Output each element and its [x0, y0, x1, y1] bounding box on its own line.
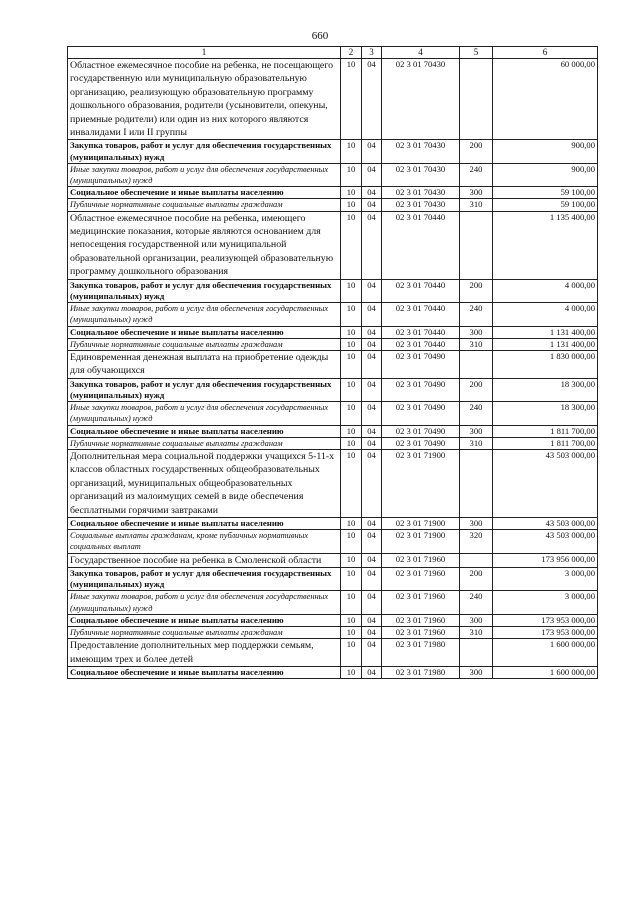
row-description: Закупка товаров, работ и услуг для обеспечения государственных (муниципальных) нужд	[68, 279, 341, 302]
row-section: 10	[341, 279, 362, 302]
header-cell-section: 2	[341, 47, 362, 59]
row-section: 10	[341, 425, 362, 437]
row-section: 10	[341, 378, 362, 401]
row-expense-type: 300	[460, 326, 493, 338]
table-row	[68, 553, 598, 567]
row-amount: 173 956 000,00	[493, 553, 598, 567]
row-expense-type: 240	[460, 163, 493, 186]
row-target-code: 02 3 01 70490	[382, 437, 460, 449]
row-target-code: 02 3 01 70440	[382, 326, 460, 338]
row-subsection: 04	[362, 667, 382, 679]
row-amount: 1 135 400,00	[493, 211, 598, 279]
table-row	[68, 530, 598, 553]
row-expense-type: 300	[460, 517, 493, 529]
row-target-code: 02 3 01 71960	[382, 614, 460, 626]
row-expense-type: 310	[460, 199, 493, 211]
row-expense-type: 200	[460, 140, 493, 163]
row-description: Социальное обеспечение и иные выплаты населению	[68, 326, 341, 338]
table-body	[68, 59, 598, 679]
row-expense-type	[460, 211, 493, 279]
row-subsection: 04	[362, 591, 382, 614]
header-cell-target-code: 4	[382, 47, 460, 59]
row-subsection: 04	[362, 449, 382, 517]
row-amount: 173 953 000,00	[493, 627, 598, 639]
row-section: 10	[341, 437, 362, 449]
row-amount: 43 503 000,00	[493, 517, 598, 529]
table-row	[68, 449, 598, 517]
row-subsection: 04	[362, 378, 382, 401]
table-row	[68, 59, 598, 140]
table-row	[68, 517, 598, 529]
row-expense-type: 300	[460, 667, 493, 679]
row-subsection: 04	[362, 627, 382, 639]
row-description: Социальное обеспечение и иные выплаты населению	[68, 425, 341, 437]
table-row	[68, 639, 598, 667]
row-section: 10	[341, 211, 362, 279]
row-target-code: 02 3 01 71900	[382, 449, 460, 517]
row-description: Публичные нормативные социальные выплаты гражданам	[68, 627, 341, 639]
row-subsection: 04	[362, 437, 382, 449]
row-expense-type: 300	[460, 187, 493, 199]
row-subsection: 04	[362, 279, 382, 302]
row-description: Государственное пособие на ребенка в Смоленской области	[68, 553, 341, 567]
row-description: Социальное обеспечение и иные выплаты населению	[68, 187, 341, 199]
table-row	[68, 211, 598, 279]
row-amount: 1 811 700,00	[493, 437, 598, 449]
row-subsection: 04	[362, 199, 382, 211]
page-number: 660	[311, 30, 329, 42]
row-target-code: 02 3 01 70440	[382, 279, 460, 302]
row-subsection: 04	[362, 303, 382, 326]
row-amount: 1 600 000,00	[493, 639, 598, 667]
table-row	[68, 667, 598, 679]
row-target-code: 02 3 01 70490	[382, 350, 460, 378]
row-subsection: 04	[362, 211, 382, 279]
row-expense-type: 200	[460, 567, 493, 590]
row-section: 10	[341, 553, 362, 567]
row-target-code: 02 3 01 70430	[382, 140, 460, 163]
row-target-code: 02 3 01 71900	[382, 517, 460, 529]
row-section: 10	[341, 530, 362, 553]
row-amount: 4 000,00	[493, 303, 598, 326]
row-description: Социальное обеспечение и иные выплаты населению	[68, 517, 341, 529]
row-amount: 1 600 000,00	[493, 667, 598, 679]
row-description: Предоставление дополнительных мер поддержки семьям, имеющим трех и более детей	[68, 639, 341, 667]
row-section: 10	[341, 517, 362, 529]
row-amount: 43 503 000,00	[493, 530, 598, 553]
row-section: 10	[341, 326, 362, 338]
row-target-code: 02 3 01 70440	[382, 303, 460, 326]
row-expense-type: 310	[460, 338, 493, 350]
row-section: 10	[341, 350, 362, 378]
row-subsection: 04	[362, 140, 382, 163]
row-amount: 3 000,00	[493, 591, 598, 614]
row-expense-type: 240	[460, 591, 493, 614]
row-target-code: 02 3 01 70430	[382, 59, 460, 140]
row-expense-type: 310	[460, 627, 493, 639]
row-description: Публичные нормативные социальные выплаты гражданам	[68, 437, 341, 449]
row-section: 10	[341, 449, 362, 517]
row-target-code: 02 3 01 71980	[382, 667, 460, 679]
row-description: Единовременная денежная выплата на приобретение одежды для обучающихся	[68, 350, 341, 378]
row-target-code: 02 3 01 70440	[382, 211, 460, 279]
row-section: 10	[341, 163, 362, 186]
row-subsection: 04	[362, 425, 382, 437]
table-row	[68, 303, 598, 326]
row-description: Иные закупки товаров, работ и услуг для обеспечения государственных (муниципальных) нужд	[68, 591, 341, 614]
row-description: Закупка товаров, работ и услуг для обеспечения государственных (муниципальных) нужд	[68, 567, 341, 590]
row-subsection: 04	[362, 553, 382, 567]
row-subsection: 04	[362, 187, 382, 199]
row-description: Социальные выплаты гражданам, кроме публичных нормативных социальных выплат	[68, 530, 341, 553]
row-description: Иные закупки товаров, работ и услуг для обеспечения государственных (муниципальных) нужд	[68, 163, 341, 186]
table-row	[68, 567, 598, 590]
row-target-code: 02 3 01 70490	[382, 425, 460, 437]
row-expense-type	[460, 639, 493, 667]
row-expense-type	[460, 449, 493, 517]
row-section: 10	[341, 59, 362, 140]
row-expense-type	[460, 553, 493, 567]
row-section: 10	[341, 627, 362, 639]
row-description: Иные закупки товаров, работ и услуг для обеспечения государственных (муниципальных) нужд	[68, 303, 341, 326]
row-description: Социальное обеспечение и иные выплаты населению	[68, 614, 341, 626]
row-target-code: 02 3 01 70490	[382, 402, 460, 425]
row-target-code: 02 3 01 71960	[382, 591, 460, 614]
row-target-code: 02 3 01 71960	[382, 567, 460, 590]
row-amount: 900,00	[493, 163, 598, 186]
row-target-code: 02 3 01 71900	[382, 530, 460, 553]
row-subsection: 04	[362, 530, 382, 553]
table-row	[68, 163, 598, 186]
row-amount: 43 503 000,00	[493, 449, 598, 517]
table-row	[68, 437, 598, 449]
table-row	[68, 279, 598, 302]
row-section: 10	[341, 187, 362, 199]
table-row	[68, 187, 598, 199]
row-description: Областное ежемесячное пособие на ребенка, не посещающего государственную или муниципальную образовательную организацию, реализующую образовательную программу дошкольного образования, родители (усыновители, опекуны, приемные родители) или один из них которого являются инвалидами I или II группы	[68, 59, 341, 140]
row-subsection: 04	[362, 402, 382, 425]
row-section: 10	[341, 303, 362, 326]
row-expense-type: 240	[460, 303, 493, 326]
row-target-code: 02 3 01 70430	[382, 163, 460, 186]
table-row	[68, 378, 598, 401]
table-row	[68, 326, 598, 338]
header-cell-subsection: 3	[362, 47, 382, 59]
row-subsection: 04	[362, 338, 382, 350]
row-section: 10	[341, 402, 362, 425]
row-amount: 18 300,00	[493, 402, 598, 425]
row-subsection: 04	[362, 614, 382, 626]
row-amount: 173 953 000,00	[493, 614, 598, 626]
row-subsection: 04	[362, 517, 382, 529]
table-row	[68, 627, 598, 639]
table-row	[68, 199, 598, 211]
row-description: Закупка товаров, работ и услуг для обеспечения государственных (муниципальных) нужд	[68, 140, 341, 163]
row-amount: 1 811 700,00	[493, 425, 598, 437]
row-subsection: 04	[362, 163, 382, 186]
row-expense-type: 240	[460, 402, 493, 425]
header-cell-description: 1	[68, 47, 341, 59]
row-expense-type	[460, 59, 493, 140]
row-section: 10	[341, 199, 362, 211]
table-row	[68, 350, 598, 378]
row-target-code: 02 3 01 70490	[382, 378, 460, 401]
row-expense-type: 310	[460, 437, 493, 449]
row-target-code: 02 3 01 71980	[382, 639, 460, 667]
budget-table	[67, 46, 598, 679]
row-subsection: 04	[362, 59, 382, 140]
row-expense-type: 300	[460, 614, 493, 626]
row-subsection: 04	[362, 567, 382, 590]
row-section: 10	[341, 140, 362, 163]
row-amount: 60 000,00	[493, 59, 598, 140]
row-expense-type: 300	[460, 425, 493, 437]
row-description: Публичные нормативные социальные выплаты гражданам	[68, 338, 341, 350]
row-target-code: 02 3 01 71960	[382, 553, 460, 567]
table-row	[68, 591, 598, 614]
row-section: 10	[341, 614, 362, 626]
row-section: 10	[341, 639, 362, 667]
row-amount: 900,00	[493, 140, 598, 163]
row-section: 10	[341, 591, 362, 614]
row-amount: 1 131 400,00	[493, 338, 598, 350]
row-target-code: 02 3 01 70430	[382, 187, 460, 199]
row-subsection: 04	[362, 350, 382, 378]
row-description: Социальное обеспечение и иные выплаты населению	[68, 667, 341, 679]
row-description: Закупка товаров, работ и услуг для обеспечения государственных (муниципальных) нужд	[68, 378, 341, 401]
row-description: Публичные нормативные социальные выплаты гражданам	[68, 199, 341, 211]
row-expense-type: 320	[460, 530, 493, 553]
row-amount: 59 100,00	[493, 199, 598, 211]
row-target-code: 02 3 01 71960	[382, 627, 460, 639]
row-amount: 4 000,00	[493, 279, 598, 302]
row-description: Областное ежемесячное пособие на ребенка, имеющего медицинские показания, которые являются основанием для непосещения государственной или муниципальной образовательной организации, реализующей образовательную программу дошкольного образования	[68, 211, 341, 279]
row-target-code: 02 3 01 70440	[382, 338, 460, 350]
row-description: Иные закупки товаров, работ и услуг для обеспечения государственных (муниципальных) нужд	[68, 402, 341, 425]
row-amount: 1 131 400,00	[493, 326, 598, 338]
row-amount: 59 100,00	[493, 187, 598, 199]
row-section: 10	[341, 338, 362, 350]
row-amount: 3 000,00	[493, 567, 598, 590]
table-header-row	[68, 47, 598, 59]
row-subsection: 04	[362, 326, 382, 338]
row-section: 10	[341, 567, 362, 590]
header-cell-amount: 6	[493, 47, 598, 59]
row-expense-type	[460, 350, 493, 378]
table-row	[68, 402, 598, 425]
table-row	[68, 425, 598, 437]
row-amount: 18 300,00	[493, 378, 598, 401]
table-row	[68, 140, 598, 163]
row-expense-type: 200	[460, 378, 493, 401]
table-row	[68, 614, 598, 626]
header-cell-expense-type: 5	[460, 47, 493, 59]
row-subsection: 04	[362, 639, 382, 667]
row-section: 10	[341, 667, 362, 679]
row-amount: 1 830 000,00	[493, 350, 598, 378]
row-target-code: 02 3 01 70430	[382, 199, 460, 211]
table-row	[68, 338, 598, 350]
row-expense-type: 200	[460, 279, 493, 302]
row-description: Дополнительная мера социальной поддержки учащихся 5-11-х классов областных государственных общеобразовательных организаций, муниципальных общеобразовательных организаций из малоимущих семей в виде обеспечения бесплатными горячими завтраками	[68, 449, 341, 517]
